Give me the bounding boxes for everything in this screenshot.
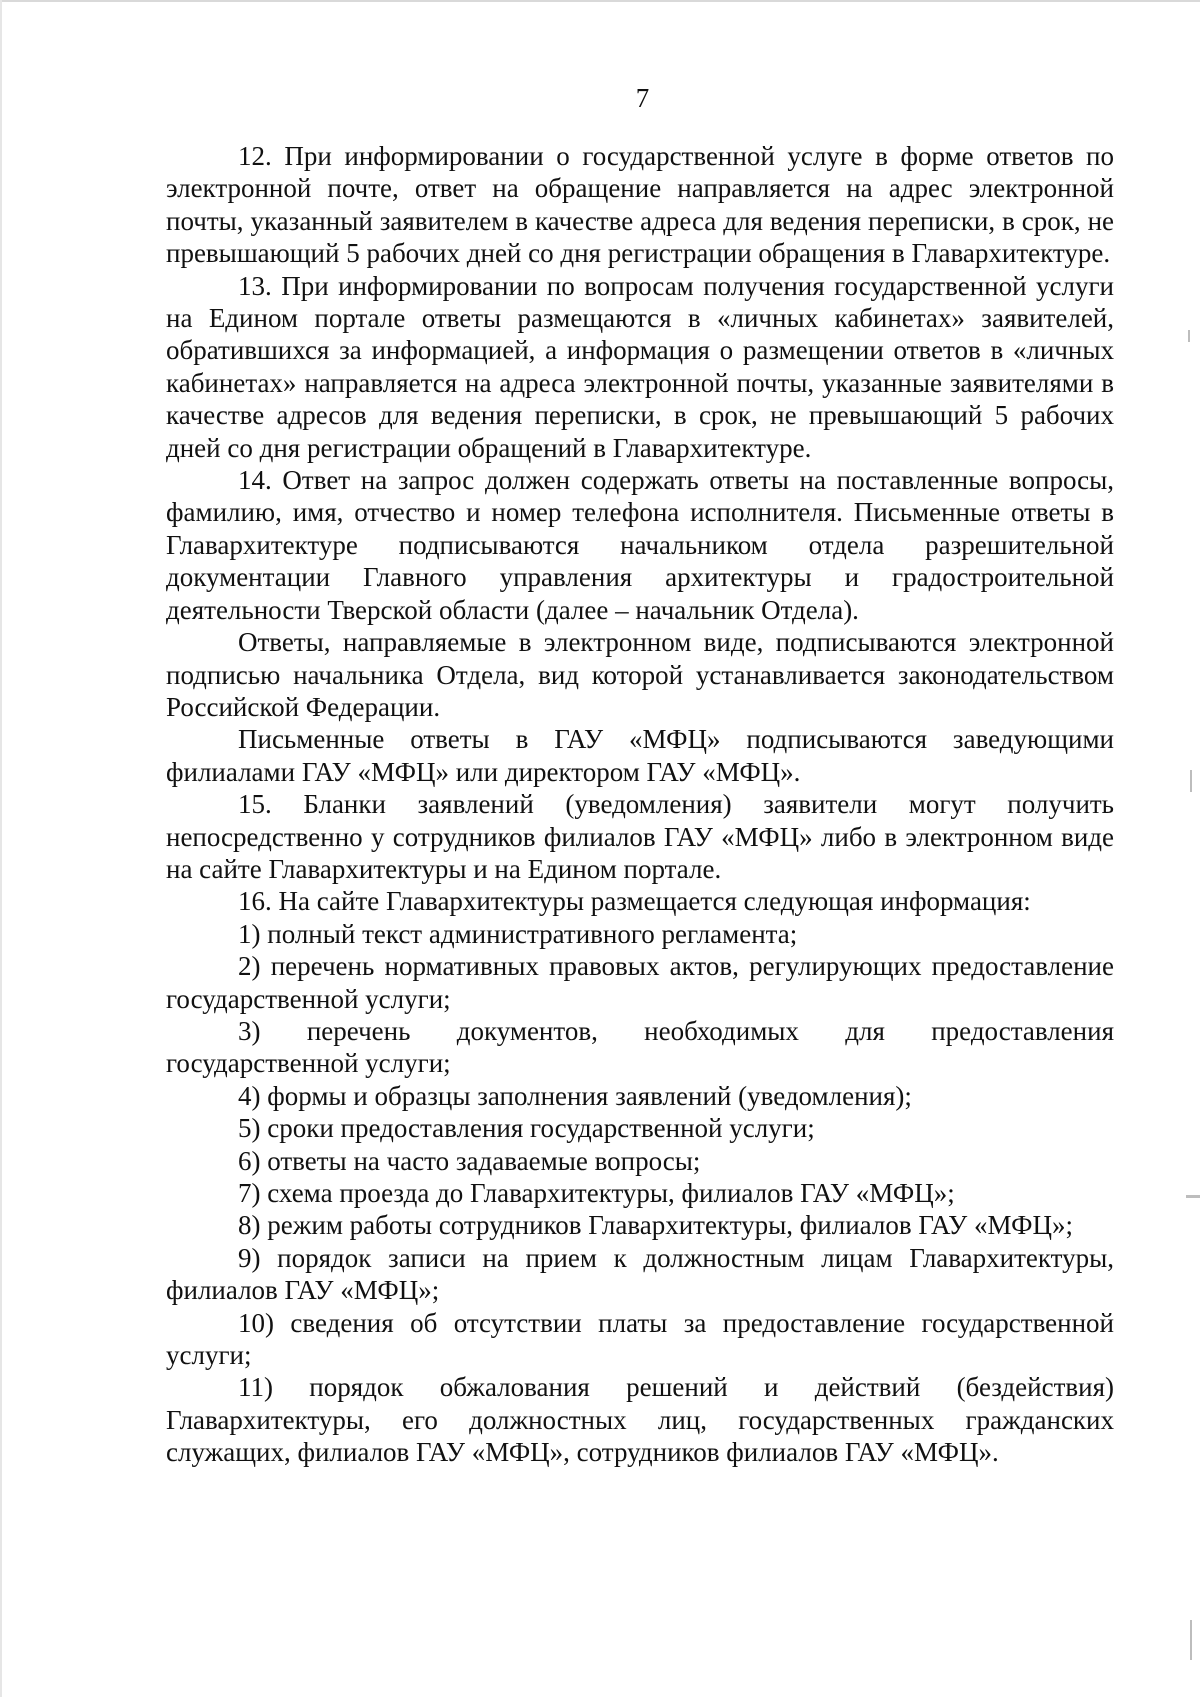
list-item-7: 7) схема проезда до Главархитектуры, филиалов ГАУ «МФЦ»; [238, 1178, 955, 1208]
scan-speck [1186, 1195, 1200, 1198]
document-body [166, 140, 1114, 1469]
scan-speck [1190, 1620, 1192, 1660]
paragraph-15: 15. Бланки заявлений (уведомления) заявители могут получить непосредственно у сотрудников филиалов ГАУ «МФЦ» либо в электронном виде на сайте Главархитектуры и на Едином портале. [166, 789, 1114, 884]
scan-speck [1188, 330, 1190, 342]
list-item-8: 8) режим работы сотрудников Главархитектуры, филиалов ГАУ «МФЦ»; [238, 1210, 1073, 1241]
paragraph-12: 12. При информировании о государственной услуге в форме ответов по электронной почте, ответ на обращение направляется на адрес электронной почты, указанный заявителем в качестве адреса для ведения переписки, в срок, не превышающий 5 рабочих дней со дня регистрации обращения в Главархитектуре. [166, 141, 1114, 269]
paragraph-14: 14. Ответ на запрос должен содержать ответы на поставленные вопросы, фамилию, имя, отчество и номер телефона исполнителя. Письменные ответы в Главархитектуре подписываются начальником отдела разрешительной документации Главного управления архитектуры и градостроительной деятельности Тверской области (далее – начальник Отдела). [166, 465, 1114, 625]
paragraph-16: 16. На сайте Главархитектуры размещается следующая информация: [238, 886, 1031, 917]
paragraph-electronic-answers: Ответы, направляемые в электронном виде, подписываются электронной подписью начальника Отдела, вид которой устанавливается законодательством Российской Федерации. [166, 627, 1114, 722]
paragraph-mfc-answers: Письменные ответы в ГАУ «МФЦ» подписываются заведующими филиалами ГАУ «МФЦ» или директором ГАУ «МФЦ». [166, 724, 1114, 787]
list-item-1: 1) полный текст административного регламента; [238, 918, 798, 949]
list-item-9: 9) порядок записи на прием к должностным лицам Главархитектуры, филиалов ГАУ «МФЦ»; [166, 1242, 1114, 1306]
list-item-6: 6) ответы на часто задаваемые вопросы; [238, 1145, 701, 1176]
list-item-10: 10) сведения об отсутствии платы за предоставление государственной услуги; [166, 1307, 1114, 1371]
list-item-3: 3) перечень документов, необходимых для предоставления государственной услуги; [166, 1015, 1114, 1079]
list-item-2: 2) перечень нормативных правовых актов, регулирующих предоставление государственной услуги; [166, 951, 1114, 1014]
page-number: 7 [635, 83, 650, 113]
scan-edge-top [0, 0, 1200, 2]
list-item-5: 5) сроки предоставления государственной услуги; [238, 1113, 815, 1144]
list-item-11: 11) порядок обжалования решений и действий (бездействия) Главархитектуры, его должностных лиц, государственных гражданских служащих, филиалов ГАУ «МФЦ», сотрудников филиалов ГАУ «МФЦ». [166, 1372, 1114, 1468]
list-item-4: 4) формы и образцы заполнения заявлений (уведомления); [238, 1080, 912, 1111]
paragraph-13: 13. При информировании по вопросам получения государственной услуги на Едином портале ответы размещаются в «личных кабинетах» заявителей, обратившихся за информацией, а информация о размещении ответов в «личных кабинетах» направляется на адреса электронной почты, указанные заявителями в качестве адресов для ведения переписки, в срок, не превышающий 5 рабочих дней со дня регистрации обращений в Главархитектуре. [166, 270, 1114, 463]
scan-speck [1190, 770, 1192, 792]
scan-edge-left [0, 0, 2, 1697]
